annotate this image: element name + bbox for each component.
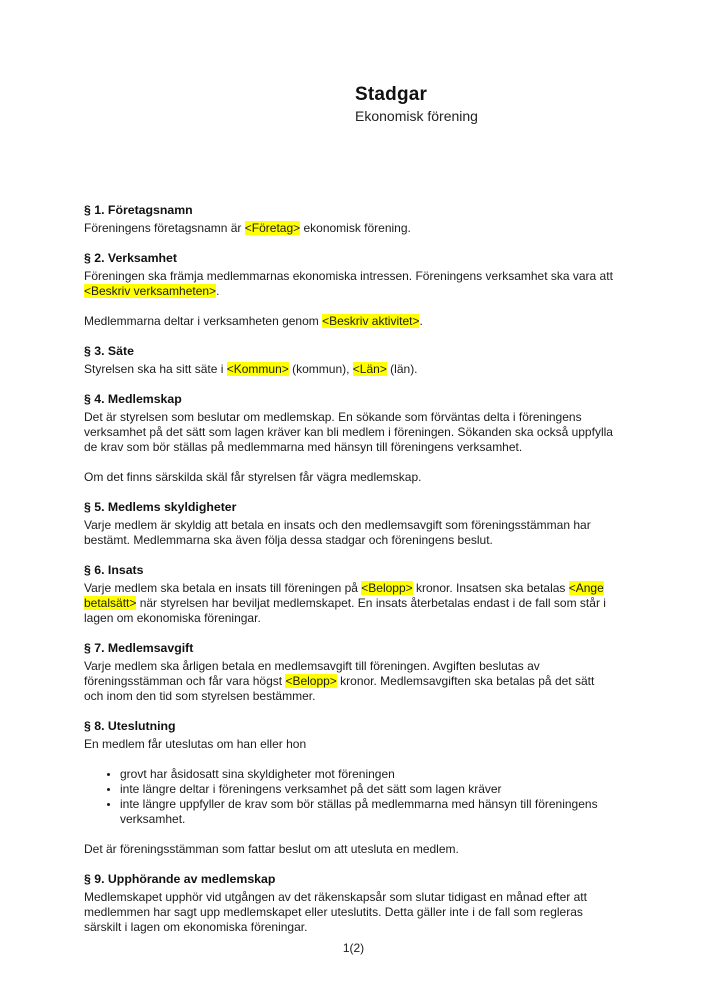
paragraph	[84, 890, 614, 935]
statute-section	[84, 392, 614, 485]
sections	[84, 203, 614, 950]
paragraph	[84, 410, 614, 455]
section-heading: § 3. Säte	[84, 344, 134, 358]
placeholder-field: <Belopp>	[361, 581, 413, 595]
paragraph	[84, 518, 614, 548]
page-number: 1(2)	[342, 941, 365, 955]
paragraph	[84, 737, 614, 752]
bullet-item: • grovt har åsidosatt sina skyldigheter mot föreningen	[120, 767, 614, 782]
paragraph	[84, 581, 614, 626]
statute-section	[84, 641, 614, 704]
text-run: Varje medlem ska betala en insats till föreningen på	[84, 581, 362, 595]
text-run: kronor. Insatsen ska betalas	[412, 581, 569, 595]
text-run: kronor. Medlemsavgiften ska betalas på det sätt och inom den tid som styrelsen bestämmer.	[84, 674, 595, 703]
section-heading: § 5. Medlems skyldigheter	[84, 500, 237, 514]
paragraph	[84, 221, 614, 236]
text-run: Det är föreningsstämman som fattar beslut om att utesluta en medlem.	[84, 842, 459, 856]
text-run: .	[419, 314, 423, 328]
text-run: när styrelsen har beviljat medlemskapet. En insats återbetalas endast i de fall som står i lagen om ekonomiska föreningar.	[84, 596, 606, 625]
text-run: Medlemskapet upphör vid utgången av det räkenskapsår som slutar tidigast en månad efter att medlemmen har sagt upp medlemskapet eller uteslutits. Detta gäller inte i de fall som regleras särskilt i lagen om ekonomiska föreningar.	[84, 890, 587, 934]
section-heading: § 8. Uteslutning	[84, 719, 176, 733]
bullet-item: • inte längre deltar i föreningens verksamhet på det sätt som lagen kräver	[120, 782, 614, 797]
paragraph	[84, 842, 614, 857]
placeholder-field: <Belopp>	[285, 674, 337, 688]
text-run: (kommun),	[288, 362, 353, 376]
paragraph	[84, 269, 614, 299]
statute-section	[84, 872, 614, 935]
text-run: En medlem får uteslutas om han eller hon	[84, 737, 307, 751]
statute-section	[84, 500, 614, 548]
text-run: ekonomisk förening.	[300, 221, 411, 235]
text-run: .	[216, 284, 220, 298]
section-heading: § 1. Företagsnamn	[84, 203, 193, 217]
statute-section	[84, 344, 614, 377]
section-heading: § 6. Insats	[84, 563, 144, 577]
text-run: Det är styrelsen som beslutar om medlemskap. En sökande som förväntas delta i föreningens verksamhet på det sätt som lagen kräver kan bli medlem i föreningen. Sökanden ska också uppfylla de krav som bör ställas på medlemmarna med hänsyn till föreningens verksamhet.	[84, 410, 613, 454]
bullet-list	[84, 767, 614, 827]
document-title: Stadgar	[355, 84, 428, 105]
placeholder-field: <Kommun>	[226, 362, 289, 376]
text-run: Varje medlem ska årligen betala en medlemsavgift till föreningen. Avgiften beslutas av föreningsstämman och får vara högst	[84, 659, 540, 688]
text-run: Medlemmarna deltar i verksamheten genom	[84, 314, 323, 328]
section-heading: § 4. Medlemskap	[84, 392, 182, 406]
paragraph	[84, 470, 614, 485]
text-run: (län).	[386, 362, 418, 376]
placeholder-field: <Företag>	[244, 221, 301, 235]
text-run: Varje medlem är skyldig att betala en insats och den medlemsavgift som föreningsstämman har bestämt. Medlemmarna ska även följa dessa stadgar och föreningens beslut.	[84, 518, 591, 547]
placeholder-field: <Beskriv verksamheten>	[84, 284, 217, 298]
placeholder-field: <Beskriv aktivitet>	[322, 314, 420, 328]
bullet-item: • inte längre uppfyller de krav som bör ställas på medlemmarna med hänsyn till föreningens verksamhet.	[120, 797, 614, 827]
paragraph	[84, 314, 614, 329]
placeholder-field: <Län>	[352, 362, 387, 376]
statute-section	[84, 203, 614, 236]
page-footer	[0, 941, 707, 956]
section-heading: § 2. Verksamhet	[84, 251, 177, 265]
statute-section	[84, 251, 614, 329]
document-header	[355, 84, 478, 124]
placeholder-field: <Ange betalsätt>	[84, 581, 604, 610]
statute-section	[84, 719, 614, 857]
statute-section	[84, 563, 614, 626]
paragraph	[84, 659, 614, 704]
text-run: Föreningen ska främja medlemmarnas ekonomiska intressen. Föreningens verksamhet ska vara att	[84, 269, 613, 283]
paragraph	[84, 362, 614, 377]
text-run: Styrelsen ska ha sitt säte i	[84, 362, 227, 376]
section-heading: § 9. Upphörande av medlemskap	[84, 872, 276, 886]
text-run: Om det finns särskilda skäl får styrelsen får vägra medlemskap.	[84, 470, 422, 484]
text-run: Föreningens företagsnamn är	[84, 221, 245, 235]
section-heading: § 7. Medlemsavgift	[84, 641, 194, 655]
document-subtitle: Ekonomisk förening	[355, 107, 478, 124]
